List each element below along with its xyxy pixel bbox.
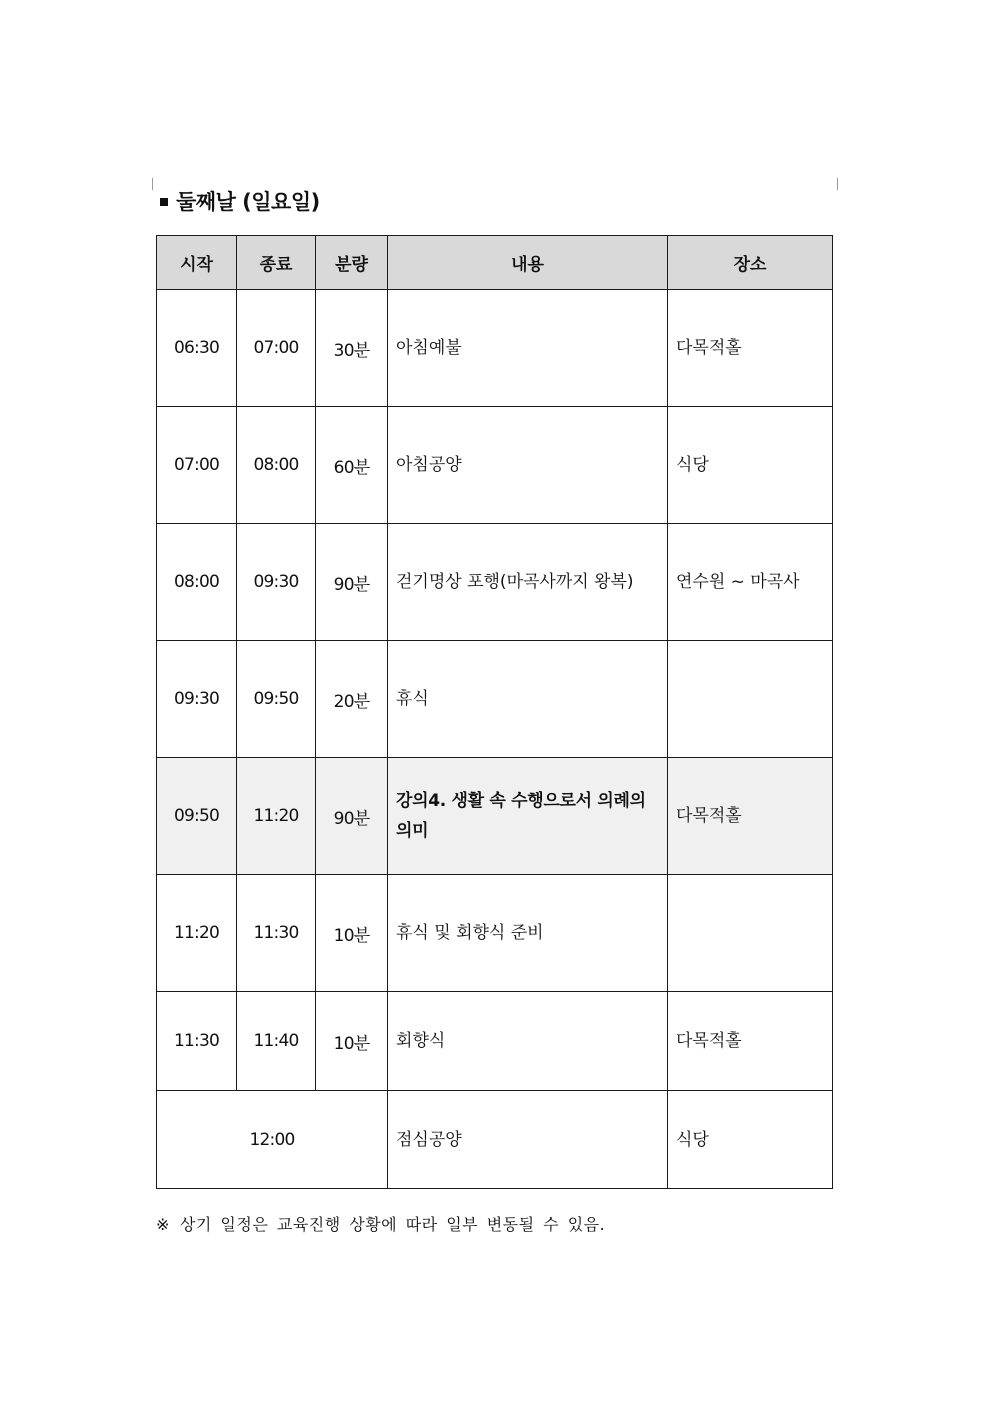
- cell-place: 다목적홀: [668, 290, 833, 407]
- cell-duration: 30분: [316, 290, 388, 407]
- cell-duration: 90분: [316, 758, 388, 875]
- reference-mark-icon: ※: [156, 1215, 170, 1234]
- cell-content: 회향식: [388, 992, 668, 1091]
- schedule-table: [156, 235, 833, 1189]
- cell-content: 휴식 및 회향식 준비: [388, 875, 668, 992]
- cell-place: 다목적홀: [668, 992, 833, 1091]
- cell-place: 식당: [668, 1091, 833, 1189]
- section-title: [160, 186, 320, 216]
- cell-place: 식당: [668, 407, 833, 524]
- cell-duration: 10분: [316, 875, 388, 992]
- cell-time-merged: 12:00: [157, 1091, 388, 1189]
- cell-place: [668, 875, 833, 992]
- section-title-text: 둘째날 (일요일): [176, 190, 320, 214]
- cell-duration: 20분: [316, 641, 388, 758]
- table-row: [157, 992, 833, 1091]
- table-row-final: [157, 1091, 833, 1189]
- header-content: 내용: [388, 236, 668, 290]
- cell-start: 08:00: [157, 524, 237, 641]
- cell-content: 아침공양: [388, 407, 668, 524]
- header-duration: 분량: [316, 236, 388, 290]
- table-row: [157, 290, 833, 407]
- table-row: [157, 407, 833, 524]
- cell-start: 09:50: [157, 758, 237, 875]
- cell-content: 점심공양: [388, 1091, 668, 1189]
- cell-content: 걷기명상 포행(마곡사까지 왕복): [388, 524, 668, 641]
- footnote: [156, 1212, 605, 1235]
- page-corner-mark-right: [837, 178, 838, 190]
- cell-end: 11:40: [237, 992, 316, 1091]
- page-corner-mark-left: [152, 178, 153, 190]
- footnote-text: 상기 일정은 교육진행 상황에 따라 일부 변동될 수 있음.: [179, 1215, 606, 1234]
- table-header-row: [157, 236, 833, 290]
- cell-end: 11:30: [237, 875, 316, 992]
- cell-place: 다목적홀: [668, 758, 833, 875]
- cell-end: 09:50: [237, 641, 316, 758]
- header-place: 장소: [668, 236, 833, 290]
- cell-content: 휴식: [388, 641, 668, 758]
- square-bullet-icon: [160, 198, 168, 206]
- cell-end: 09:30: [237, 524, 316, 641]
- cell-start: 09:30: [157, 641, 237, 758]
- header-end: 종료: [237, 236, 316, 290]
- cell-start: 06:30: [157, 290, 237, 407]
- cell-content: 아침예불: [388, 290, 668, 407]
- cell-end: 07:00: [237, 290, 316, 407]
- cell-start: 11:20: [157, 875, 237, 992]
- cell-duration: 60분: [316, 407, 388, 524]
- cell-end: 08:00: [237, 407, 316, 524]
- cell-place: [668, 641, 833, 758]
- cell-end: 11:20: [237, 758, 316, 875]
- header-start: 시작: [157, 236, 237, 290]
- cell-content: 강의4. 생활 속 수행으로서 의례의 의미: [388, 758, 668, 875]
- table-row: [157, 875, 833, 992]
- cell-duration: 90분: [316, 524, 388, 641]
- cell-duration: 10분: [316, 992, 388, 1091]
- cell-start: 11:30: [157, 992, 237, 1091]
- table-row-highlighted: [157, 758, 833, 875]
- cell-start: 07:00: [157, 407, 237, 524]
- table-row: [157, 641, 833, 758]
- cell-place: 연수원 ~ 마곡사: [668, 524, 833, 641]
- table-row: [157, 524, 833, 641]
